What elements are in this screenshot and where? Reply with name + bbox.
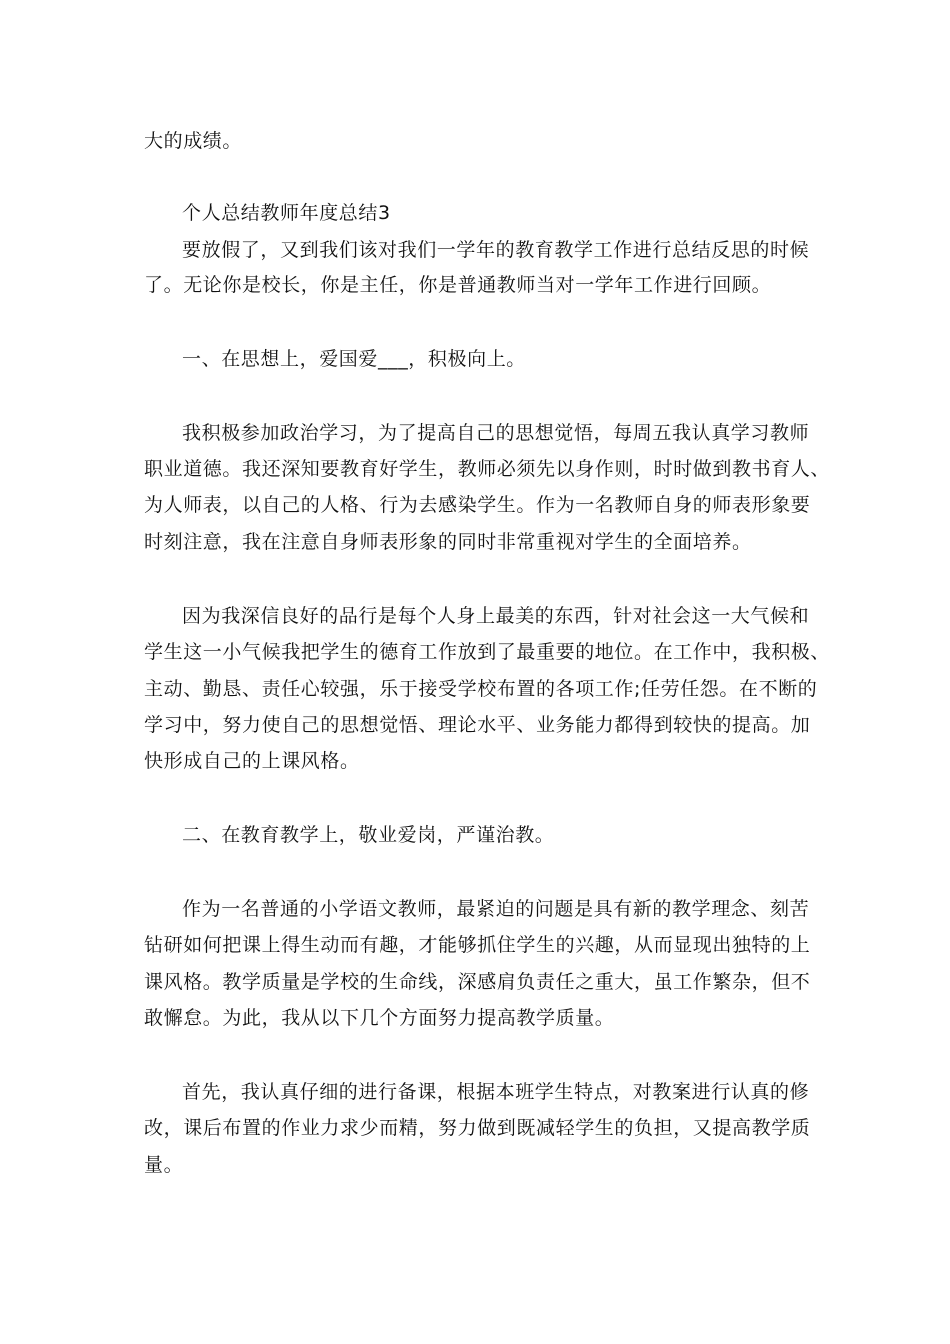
- paragraph-line: 为人师表，以自己的人格、行为去感染学生。作为一名教师自身的师表形象要: [144, 494, 811, 516]
- paragraph-line: 改，课后布置的作业力求少而精，努力做到既减轻学生的负担，又提高教学质: [144, 1117, 811, 1139]
- paragraph-line: 快形成自己的上课风格。: [144, 750, 360, 772]
- paragraph-line: 课风格。教学质量是学校的生命线，深感肩负责任之重大，虽工作繁杂，但不: [144, 971, 811, 993]
- paragraph-line: 学习中，努力使自己的思想觉悟、理论水平、业务能力都得到较快的提高。加: [144, 714, 811, 736]
- paragraph-line: 因为我深信良好的品行是每个人身上最美的东西，针对社会这一大气候和: [182, 605, 810, 627]
- intro-line: 了。无论你是校长，你是主任，你是普通教师当对一学年工作进行回顾。: [144, 274, 772, 296]
- paragraph-line: 学生这一小气候我把学生的德育工作放到了最重要的地位。在工作中，我积极、: [144, 641, 831, 663]
- paragraph-line: 首先，我认真仔细的进行备课，根据本班学生特点，对教案进行认真的修: [182, 1081, 810, 1103]
- paragraph-line: 主动、勤恳、责任心较强，乐于接受学校布置的各项工作;任劳任怨。在不断的: [144, 678, 818, 700]
- paragraph-line: 敢懈怠。为此，我从以下几个方面努力提高教学质量。: [144, 1007, 615, 1029]
- section-title: 个人总结教师年度总结3: [182, 202, 391, 224]
- paragraph-line: 钻研如何把课上得生动而有趣，才能够抓住学生的兴趣，从而显现出独特的上: [144, 934, 811, 956]
- continuation-line: 大的成绩。: [144, 130, 243, 152]
- heading-1: 一、在思想上，爱国爱___，积极向上。: [182, 348, 526, 370]
- paragraph-line: 职业道德。我还深知要教育好学生，教师必须先以身作则，时时做到教书育人、: [144, 458, 831, 480]
- paragraph-line: 我积极参加政治学习，为了提高自己的思想觉悟，每周五我认真学习教师: [182, 422, 810, 444]
- paragraph-line: 作为一名普通的小学语文教师，最紧迫的问题是具有新的教学理念、刻苦: [182, 898, 810, 920]
- intro-line: 要放假了，又到我们该对我们一学年的教育教学工作进行总结反思的时候: [182, 239, 810, 261]
- heading-2: 二、在教育教学上，敬业爱岗，严谨治教。: [182, 824, 555, 846]
- paragraph-line: 量。: [144, 1154, 184, 1176]
- paragraph-line: 时刻注意，我在注意自身师表形象的同时非常重视对学生的全面培养。: [144, 531, 752, 553]
